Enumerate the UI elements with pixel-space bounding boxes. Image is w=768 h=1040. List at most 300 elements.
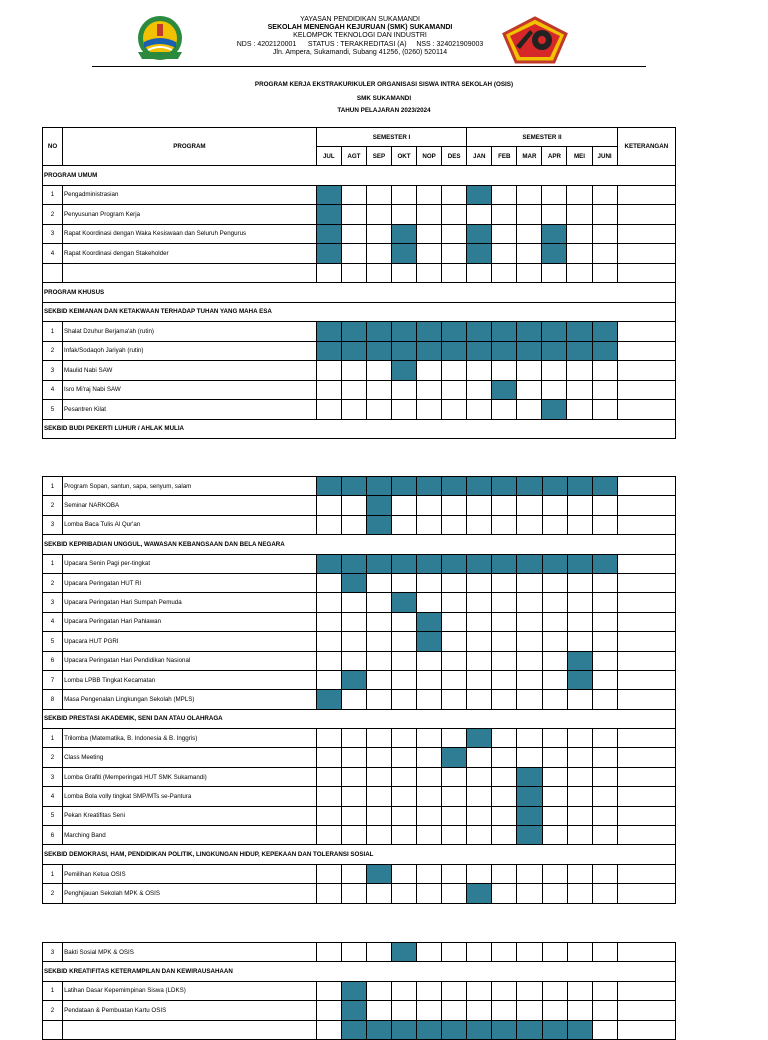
- program-name: Seminar NARKOBA: [63, 496, 317, 515]
- month-cell: [417, 787, 442, 806]
- month-cell: [367, 767, 392, 786]
- month-cell: [567, 826, 592, 845]
- program-name: Upacara Peringatan Hari Pahlawan: [63, 612, 317, 631]
- month-cell-scheduled: [517, 767, 542, 786]
- keterangan-cell: [617, 1020, 675, 1039]
- month-cell: [492, 593, 517, 612]
- month-cell: [517, 224, 542, 244]
- month-cell: [592, 787, 617, 806]
- month-cell: [442, 244, 467, 264]
- month-cell-scheduled: [542, 341, 567, 361]
- month-cell: [341, 806, 366, 825]
- keterangan-cell: [617, 263, 675, 283]
- month-cell-scheduled: [592, 341, 617, 361]
- month-cell: [442, 690, 467, 709]
- month-cell: [417, 806, 442, 825]
- month-cell: [392, 632, 417, 651]
- month-cell-scheduled: [517, 477, 542, 496]
- month-cell-scheduled: [316, 690, 341, 709]
- month-cell: [392, 573, 417, 592]
- keterangan-cell: [617, 244, 675, 264]
- month-cell-scheduled: [442, 748, 467, 767]
- program-table: [42, 127, 676, 439]
- month-cell: [417, 263, 442, 283]
- month-cell: [517, 690, 542, 709]
- table-row: [43, 826, 676, 845]
- month-cell: [542, 748, 567, 767]
- month-cell: [417, 400, 442, 420]
- program-name: Shalat Dzuhur Berjama'ah (rutin): [63, 322, 317, 342]
- month-cell: [492, 651, 517, 670]
- month-cell: [367, 943, 392, 962]
- program-name: Latihan Dasar Kepemimpinan Siswa (LDKS): [63, 981, 317, 1000]
- month-cell: [442, 651, 467, 670]
- keterangan-cell: [617, 400, 675, 420]
- month-cell: [367, 884, 392, 903]
- month-cell: [467, 1001, 492, 1020]
- month-cell: [341, 185, 366, 205]
- month-cell: [592, 767, 617, 786]
- keterangan-cell: [617, 767, 675, 786]
- row-number: 2: [43, 1001, 63, 1020]
- month-cell: [316, 632, 341, 651]
- month-cell-scheduled: [341, 981, 366, 1000]
- month-cell: [316, 612, 341, 631]
- row-number: 5: [43, 400, 63, 420]
- month-cell: [517, 380, 542, 400]
- row-number: 8: [43, 690, 63, 709]
- month-cell: [567, 981, 592, 1000]
- month-cell: [392, 748, 417, 767]
- header-semester-1: SEMESTER I: [316, 128, 466, 147]
- month-cell-scheduled: [467, 322, 492, 342]
- month-cell: [517, 943, 542, 962]
- month-cell: [442, 185, 467, 205]
- month-cell-scheduled: [341, 1001, 366, 1020]
- month-cell: [567, 205, 592, 225]
- row-number: 1: [43, 554, 63, 573]
- keterangan-cell: [617, 943, 675, 962]
- month-cell: [367, 806, 392, 825]
- keterangan-cell: [617, 515, 675, 534]
- month-header: FEB: [492, 147, 517, 166]
- month-cell: [366, 224, 391, 244]
- month-cell: [417, 767, 442, 786]
- month-cell-scheduled: [417, 632, 442, 651]
- month-cell-scheduled: [391, 361, 416, 381]
- month-cell: [467, 826, 492, 845]
- program-name: Bakti Sosial MPK & OSIS: [63, 943, 317, 962]
- month-cell: [517, 729, 542, 748]
- month-cell-scheduled: [341, 477, 366, 496]
- month-cell: [492, 670, 517, 689]
- month-cell-scheduled: [316, 205, 341, 225]
- keterangan-cell: [617, 341, 675, 361]
- month-cell: [542, 943, 567, 962]
- month-cell-scheduled: [567, 341, 592, 361]
- month-cell: [341, 787, 366, 806]
- month-cell: [316, 1020, 341, 1039]
- month-cell: [542, 496, 567, 515]
- month-cell: [417, 380, 442, 400]
- month-cell: [417, 1001, 442, 1020]
- program-name: Trilomba (Matematika, B. Indonesia & B. Inggris): [63, 729, 317, 748]
- program-name: Class Meeting: [63, 748, 317, 767]
- month-cell: [417, 670, 442, 689]
- program-name: Masa Pengenalan Lingkungan Sekolah (MPLS): [63, 690, 317, 709]
- month-cell: [467, 205, 492, 225]
- row-number: 1: [43, 981, 63, 1000]
- month-cell: [367, 573, 392, 592]
- month-cell-scheduled: [316, 322, 341, 342]
- month-cell: [316, 943, 341, 962]
- table-row: [43, 612, 676, 631]
- row-number: 3: [43, 593, 63, 612]
- month-cell: [467, 690, 492, 709]
- month-cell: [341, 496, 366, 515]
- month-cell-scheduled: [467, 224, 492, 244]
- table-row: [43, 263, 676, 283]
- month-cell: [517, 515, 542, 534]
- header-no: NO: [43, 128, 63, 166]
- month-cell: [316, 787, 341, 806]
- month-cell: [592, 185, 617, 205]
- month-cell: [567, 690, 592, 709]
- table-row: [43, 806, 676, 825]
- month-cell: [592, 748, 617, 767]
- month-cell: [517, 1001, 542, 1020]
- row-number: 4: [43, 244, 63, 264]
- keterangan-cell: [617, 612, 675, 631]
- month-cell: [366, 380, 391, 400]
- row-number: 1: [43, 729, 63, 748]
- row-number: 1: [43, 185, 63, 205]
- keterangan-cell: [617, 981, 675, 1000]
- keterangan-cell: [617, 361, 675, 381]
- month-cell: [517, 244, 542, 264]
- month-cell: [567, 884, 592, 903]
- month-header: MAR: [517, 147, 542, 166]
- keterangan-cell: [617, 787, 675, 806]
- month-cell: [467, 748, 492, 767]
- school-group: KELOMPOK TEKNOLOGI DAN INDUSTRI: [293, 32, 427, 39]
- month-cell: [341, 651, 366, 670]
- month-cell: [592, 263, 617, 283]
- month-cell-scheduled: [517, 1020, 542, 1039]
- month-cell: [592, 884, 617, 903]
- month-cell: [417, 496, 442, 515]
- month-cell: [442, 826, 467, 845]
- month-cell: [492, 864, 517, 883]
- section-heading: SEKBID KEIMANAN DAN KETAKWAAN TERHADAP TUHAN YANG MAHA ESA: [43, 302, 676, 322]
- section-heading: SEKBID KEPRIBADIAN UNGGUL, WAWASAN KEBANGSAAN DAN BELA NEGARA: [43, 535, 676, 554]
- month-header: SEP: [366, 147, 391, 166]
- month-cell-scheduled: [467, 1020, 492, 1039]
- month-cell: [442, 864, 467, 883]
- table-row: [43, 1001, 676, 1020]
- month-cell: [492, 943, 517, 962]
- table-row: [43, 244, 676, 264]
- month-cell-scheduled: [492, 380, 517, 400]
- month-cell: [542, 864, 567, 883]
- month-cell: [391, 205, 416, 225]
- month-cell-scheduled: [542, 322, 567, 342]
- keterangan-cell: [617, 593, 675, 612]
- month-cell-scheduled: [492, 477, 517, 496]
- month-cell: [316, 515, 341, 534]
- month-cell: [492, 205, 517, 225]
- school-name: SEKOLAH MENENGAH KEJURUAN (SMK) SUKAMANDI: [267, 24, 453, 31]
- document-subtitle: SMK SUKAMANDI: [356, 95, 412, 102]
- month-cell: [567, 244, 592, 264]
- table-row: [43, 787, 676, 806]
- month-cell: [567, 864, 592, 883]
- month-cell: [392, 729, 417, 748]
- month-cell: [592, 612, 617, 631]
- month-cell: [367, 651, 392, 670]
- month-header: JUL: [316, 147, 341, 166]
- month-cell-scheduled: [467, 185, 492, 205]
- program-name: Penyusunan Program Kerja: [63, 205, 317, 225]
- month-cell: [492, 1001, 517, 1020]
- month-cell: [592, 361, 617, 381]
- table-row: [43, 380, 676, 400]
- month-cell: [341, 263, 366, 283]
- month-cell: [592, 400, 617, 420]
- program-name: Lomba LPBB Tingkat Kecamatan: [63, 670, 317, 689]
- keterangan-cell: [617, 496, 675, 515]
- section-row: [43, 845, 676, 864]
- foundation-name: YAYASAN PENDIDIKAN SUKAMANDI: [300, 16, 420, 23]
- school-ids: NDS : 4202120001 STATUS : TERAKREDITASI (A) NSS : 324021909003: [236, 41, 484, 48]
- month-cell: [316, 651, 341, 670]
- row-number: [43, 1020, 63, 1039]
- month-cell: [316, 496, 341, 515]
- month-cell-scheduled: [467, 477, 492, 496]
- program-table-continued-2: [42, 942, 676, 1040]
- month-cell: [392, 864, 417, 883]
- month-cell: [567, 361, 592, 381]
- month-cell: [542, 380, 567, 400]
- month-cell: [442, 981, 467, 1000]
- program-name: Upacara Peringatan Hari Sumpah Pemuda: [63, 593, 317, 612]
- month-cell: [367, 670, 392, 689]
- month-cell: [567, 515, 592, 534]
- month-cell: [442, 632, 467, 651]
- month-cell-scheduled: [341, 670, 366, 689]
- month-cell: [417, 884, 442, 903]
- month-cell-scheduled: [442, 341, 467, 361]
- month-cell: [442, 670, 467, 689]
- month-cell-scheduled: [492, 554, 517, 573]
- month-cell: [567, 632, 592, 651]
- month-cell-scheduled: [316, 185, 341, 205]
- month-cell: [567, 612, 592, 631]
- month-cell: [492, 185, 517, 205]
- month-cell: [492, 787, 517, 806]
- month-cell: [542, 729, 567, 748]
- month-cell: [567, 787, 592, 806]
- document-title: PROGRAM KERJA EKSTRAKURIKULER ORGANISASI SISWA INTRA SEKOLAH (OSIS): [254, 81, 514, 88]
- month-cell-scheduled: [316, 554, 341, 573]
- month-cell: [467, 593, 492, 612]
- month-cell: [542, 690, 567, 709]
- month-header: OKT: [391, 147, 416, 166]
- month-cell: [367, 787, 392, 806]
- month-cell: [367, 981, 392, 1000]
- month-cell: [341, 224, 366, 244]
- month-cell: [367, 826, 392, 845]
- month-cell: [392, 515, 417, 534]
- month-cell: [316, 400, 341, 420]
- month-cell: [341, 943, 366, 962]
- table-row: [43, 690, 676, 709]
- month-cell: [492, 612, 517, 631]
- letterhead-divider: [92, 66, 646, 67]
- row-number: 4: [43, 380, 63, 400]
- month-cell-scheduled: [367, 554, 392, 573]
- month-cell: [492, 690, 517, 709]
- month-cell: [442, 787, 467, 806]
- month-cell: [517, 361, 542, 381]
- row-number: [43, 263, 63, 283]
- section-row: [43, 419, 676, 439]
- table-row: [43, 185, 676, 205]
- month-cell: [366, 244, 391, 264]
- month-cell: [341, 612, 366, 631]
- month-cell: [417, 185, 442, 205]
- row-number: 7: [43, 670, 63, 689]
- month-cell: [517, 496, 542, 515]
- month-cell: [341, 729, 366, 748]
- month-cell: [542, 884, 567, 903]
- program-name: Maulid Nabi SAW: [63, 361, 317, 381]
- month-cell: [542, 981, 567, 1000]
- month-cell: [316, 380, 341, 400]
- month-cell: [417, 593, 442, 612]
- month-cell: [442, 380, 467, 400]
- month-cell-scheduled: [467, 884, 492, 903]
- table-row: [43, 1020, 676, 1039]
- month-cell: [341, 400, 366, 420]
- section-row: [43, 962, 676, 981]
- month-cell-scheduled: [367, 1020, 392, 1039]
- letterhead: [0, 0, 768, 70]
- row-number: 1: [43, 322, 63, 342]
- month-cell: [567, 263, 592, 283]
- month-cell: [366, 361, 391, 381]
- month-cell: [592, 690, 617, 709]
- month-cell: [492, 573, 517, 592]
- month-cell: [366, 400, 391, 420]
- month-cell: [492, 361, 517, 381]
- month-cell: [417, 748, 442, 767]
- month-cell-scheduled: [366, 341, 391, 361]
- month-cell: [592, 826, 617, 845]
- program-name: Pengadministrasian: [63, 185, 317, 205]
- keterangan-cell: [617, 748, 675, 767]
- month-cell-scheduled: [567, 670, 592, 689]
- header-semester-2: SEMESTER II: [467, 128, 617, 147]
- section-row: [43, 709, 676, 728]
- month-cell: [367, 612, 392, 631]
- month-cell-scheduled: [567, 477, 592, 496]
- west-java-emblem-icon: [134, 14, 186, 62]
- program-name: Penghijauan Sekolah MPK & OSIS: [63, 884, 317, 903]
- month-cell: [417, 651, 442, 670]
- month-cell-scheduled: [542, 224, 567, 244]
- month-cell-scheduled: [467, 244, 492, 264]
- program-name: Upacara Senin Pagi per-tingkat: [63, 554, 317, 573]
- month-cell-scheduled: [442, 322, 467, 342]
- program-name: Pesantren Kilat: [63, 400, 317, 420]
- section-row: [43, 166, 676, 186]
- month-cell: [442, 515, 467, 534]
- month-cell-scheduled: [341, 341, 366, 361]
- month-header: JAN: [467, 147, 492, 166]
- month-cell: [341, 826, 366, 845]
- table-row: [43, 884, 676, 903]
- month-cell: [517, 884, 542, 903]
- row-number: 4: [43, 612, 63, 631]
- month-cell: [341, 864, 366, 883]
- month-cell-scheduled: [417, 341, 442, 361]
- month-cell: [392, 670, 417, 689]
- month-cell: [517, 670, 542, 689]
- month-cell: [492, 400, 517, 420]
- month-cell: [542, 205, 567, 225]
- month-cell: [567, 943, 592, 962]
- month-cell: [492, 224, 517, 244]
- keterangan-cell: [617, 185, 675, 205]
- month-header: DES: [442, 147, 467, 166]
- month-cell: [567, 593, 592, 612]
- month-cell: [492, 244, 517, 264]
- month-cell: [341, 767, 366, 786]
- table-row: [43, 981, 676, 1000]
- table-row: [43, 670, 676, 689]
- document-year: TAHUN PELAJARAN 2023/2024: [337, 107, 431, 114]
- month-cell: [442, 943, 467, 962]
- month-cell: [592, 981, 617, 1000]
- month-cell: [341, 748, 366, 767]
- month-cell: [592, 943, 617, 962]
- month-cell: [392, 612, 417, 631]
- row-number: 3: [43, 943, 63, 962]
- month-cell: [467, 515, 492, 534]
- month-cell: [417, 864, 442, 883]
- month-cell: [492, 632, 517, 651]
- month-cell-scheduled: [592, 554, 617, 573]
- month-cell-scheduled: [366, 322, 391, 342]
- month-cell: [517, 632, 542, 651]
- section-heading: SEKBID KREATIFITAS KETERAMPILAN DAN KEWIRAUSAHAAN: [43, 962, 676, 981]
- table-row: [43, 748, 676, 767]
- month-cell: [592, 593, 617, 612]
- month-cell-scheduled: [542, 554, 567, 573]
- month-cell-scheduled: [417, 477, 442, 496]
- month-cell: [316, 767, 341, 786]
- month-cell: [417, 826, 442, 845]
- month-cell: [467, 787, 492, 806]
- month-header: AGT: [341, 147, 366, 166]
- section-heading: PROGRAM UMUM: [43, 166, 676, 186]
- month-cell: [367, 729, 392, 748]
- month-cell: [341, 244, 366, 264]
- keterangan-cell: [617, 884, 675, 903]
- month-cell: [542, 593, 567, 612]
- program-name: Infak/Sodaqoh Jariyah (rutin): [63, 341, 317, 361]
